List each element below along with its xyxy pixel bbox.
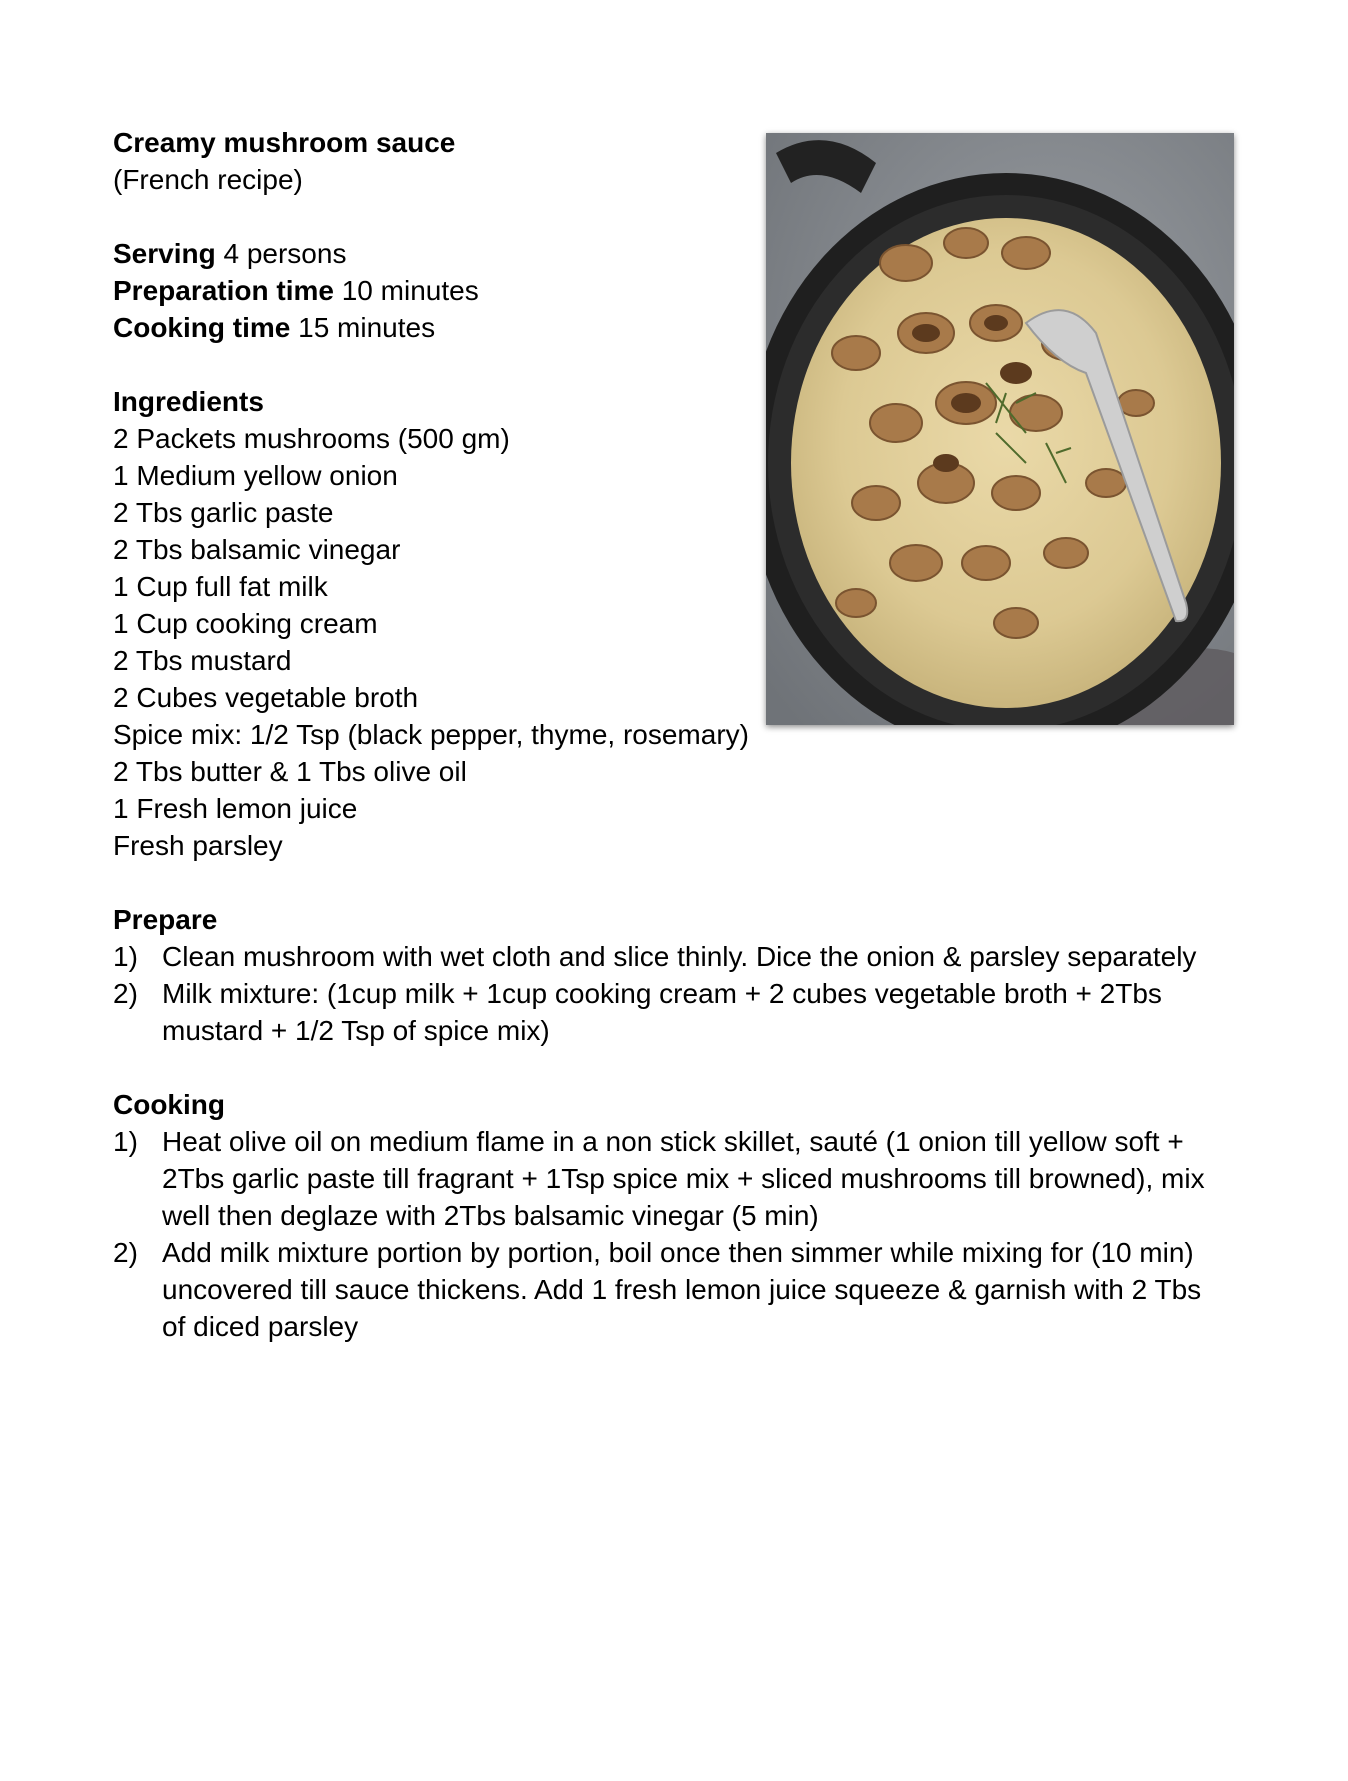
step-number: 1)	[113, 1126, 138, 1157]
serving-label: Serving	[113, 238, 216, 269]
ingredient-item: 2 Tbs butter & 1 Tbs olive oil	[113, 756, 467, 787]
prep-time-value: 10 minutes	[341, 275, 479, 306]
ingredient-item: 1 Cup cooking cream	[113, 608, 378, 639]
ingredient-item: 1 Fresh lemon juice	[113, 793, 358, 824]
prepare-steps	[113, 938, 1223, 1049]
prep-time-label: Preparation time	[113, 275, 334, 306]
ingredient-item: 2 Tbs mustard	[113, 645, 292, 676]
step-text: Milk mixture: (1cup milk + 1cup cooking cream + 2 cubes vegetable broth + 2Tbs mustard + 1/2 Tsp of spice mix)	[162, 978, 1162, 1046]
ingredient-item: 1 Cup full fat milk	[113, 571, 328, 602]
cooking-step	[113, 1123, 1222, 1234]
recipe-subtitle: (French recipe)	[113, 164, 303, 195]
recipe-title: Creamy mushroom sauce	[113, 127, 456, 158]
serving-value: 4 persons	[223, 238, 347, 269]
step-text: Add milk mixture portion by portion, boil once then simmer while mixing for (10 min) uncovered till sauce thickens. Add 1 fresh lemon juice squeeze & garnish with 2 Tbs of diced parsley	[162, 1237, 1202, 1342]
ingredient-item: 2 Tbs garlic paste	[113, 497, 334, 528]
ingredient-item: Fresh parsley	[113, 830, 283, 861]
step-text: Clean mushroom with wet cloth and slice thinly. Dice the onion & parsley separately	[162, 941, 1197, 972]
cook-time-label: Cooking time	[113, 312, 291, 343]
ingredient-item: 2 Packets mushrooms (500 gm)	[113, 423, 510, 454]
step-number: 2)	[113, 1237, 138, 1268]
ingredient-item: 2 Cubes vegetable broth	[113, 682, 419, 713]
ingredient-item: 1 Medium yellow onion	[113, 460, 398, 491]
recipe-photo	[766, 133, 1234, 725]
ingredients-heading: Ingredients	[113, 386, 264, 417]
cooking-step	[113, 1234, 1222, 1345]
prepare-step	[113, 975, 1222, 1049]
ingredient-item: Spice mix: 1/2 Tsp (black pepper, thyme, rosemary)	[113, 719, 749, 750]
prepare-step	[113, 938, 1222, 975]
step-number: 1)	[113, 941, 138, 972]
step-number: 2)	[113, 978, 138, 1009]
cooking-steps	[113, 1123, 1223, 1345]
cooking-heading: Cooking	[113, 1089, 225, 1120]
mushroom-skillet-illustration	[766, 133, 1234, 725]
ingredients-list	[113, 420, 753, 864]
step-text: Heat olive oil on medium flame in a non stick skillet, sauté (1 onion till yellow soft + 2Tbs garlic paste till fragrant + 1Tsp spice mix + sliced mushrooms till browned), mix well then deglaze with 2Tbs balsamic vinegar (5 min)	[162, 1126, 1205, 1231]
cook-time-value: 15 minutes	[298, 312, 436, 343]
prepare-heading: Prepare	[113, 904, 218, 935]
ingredient-item: 2 Tbs balsamic vinegar	[113, 534, 401, 565]
